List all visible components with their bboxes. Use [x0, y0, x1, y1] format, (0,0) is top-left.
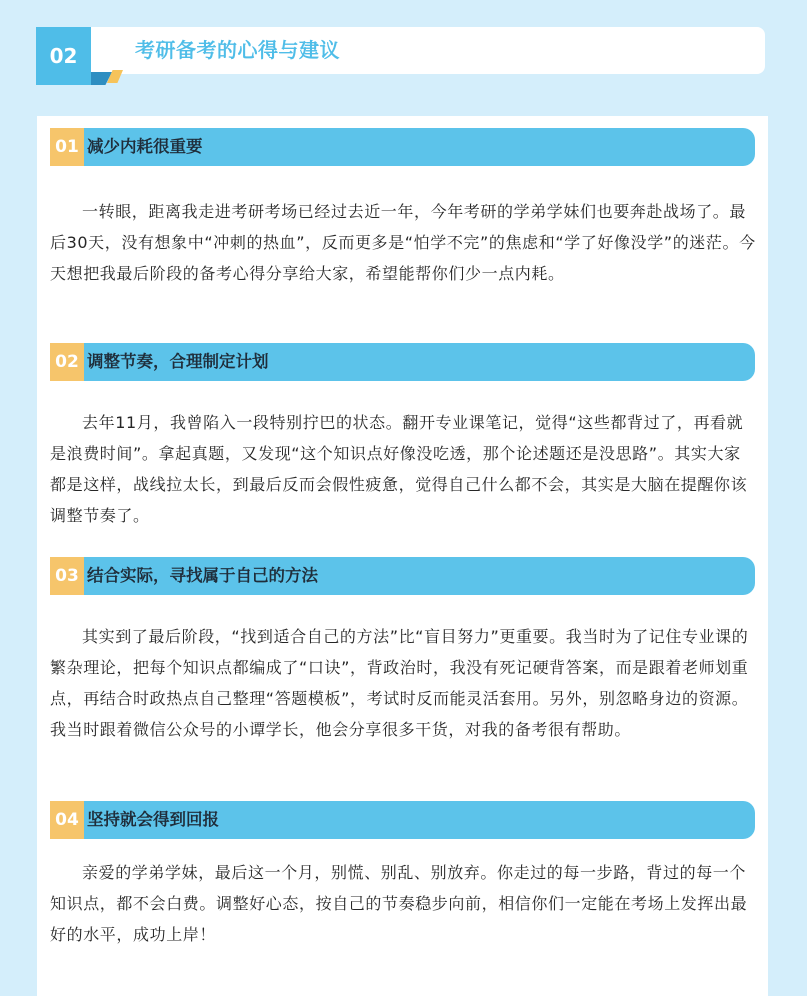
- section-bar: [50, 801, 755, 839]
- content-card: [37, 116, 768, 996]
- section-number: 03: [50, 557, 84, 595]
- section-paragraph: 一转眼，距离我走进考研考场已经过去近一年，今年考研的学弟学妹们也要奔赴战场了。最后30天，没有想象中“冲刺的热血”，反而更多是“怕学不完”的焦虑和“学了好像没学”的迷茫。今天想把我最后阶段的备考心得分享给大家，希望能帮你们少一点内耗。: [50, 202, 756, 283]
- section-number: 04: [50, 801, 84, 839]
- section-title: 减少内耗很重要: [87, 137, 203, 156]
- section-title: 结合实际，寻找属于自己的方法: [87, 566, 318, 585]
- section-header: [36, 27, 765, 85]
- section-bar: [50, 343, 755, 381]
- section-paragraph: 其实到了最后阶段，“找到适合自己的方法”比“盲目努力”更重要。我当时为了记住专业课的繁杂理论，把每个知识点都编成了“口诀”，背政治时，我没有死记硬背答案，而是跟着老师划重点，再结合时政热点自己整理“答题模板”，考试时反而能灵活套用。另外，别忽略身边的资源。我当时跟着微信公众号的小谭学长，他会分享很多干货，对我的备考很有帮助。: [50, 627, 749, 739]
- section-bar: [50, 128, 755, 166]
- header-number: 02: [36, 27, 91, 85]
- section-number: 01: [50, 128, 84, 166]
- section-title: 坚持就会得到回报: [87, 810, 219, 829]
- section-title: 调整节奏，合理制定计划: [87, 352, 269, 371]
- section-bar: [50, 557, 755, 595]
- section-paragraph: 亲爱的学弟学妹，最后这一个月，别慌、别乱、别放弃。你走过的每一步路，背过的每一个知识点，都不会白费。调整好心态，按自己的节奏稳步向前，相信你们一定能在考场上发挥出最好的水平，成功上岸！: [50, 863, 748, 944]
- section-number: 02: [50, 343, 84, 381]
- section-paragraph: 去年11月，我曾陷入一段特别拧巴的状态。翻开专业课笔记，觉得“这些都背过了，再看就是浪费时间”。拿起真题，又发现“这个知识点好像没吃透，那个论述题还是没思路”。其实大家都是这样，战线拉太长，到最后反而会假性疲惫，觉得自己什么都不会，其实是大脑在提醒你该调整节奏了。: [50, 413, 748, 525]
- header-title: 考研备考的心得与建议: [135, 38, 340, 62]
